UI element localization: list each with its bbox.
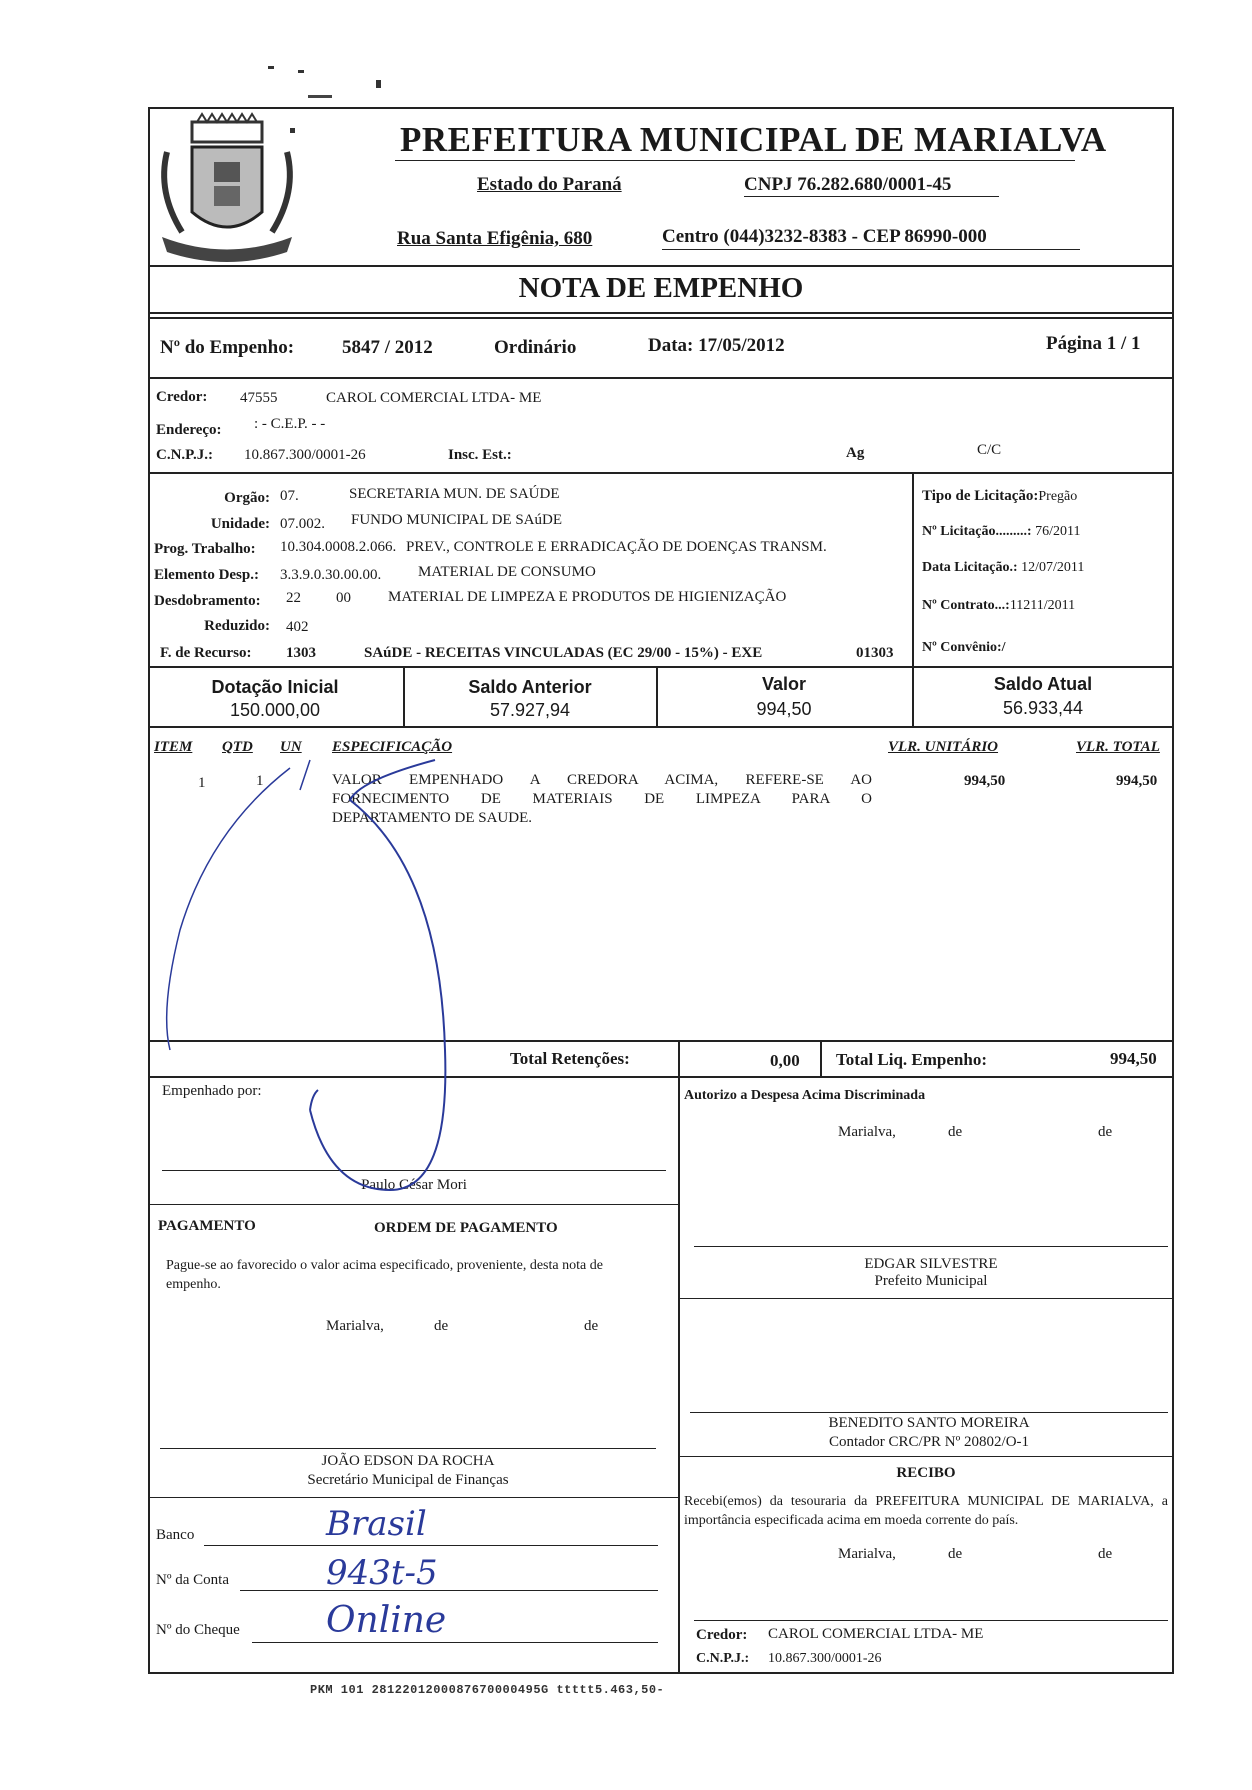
budget-licitacao-separator xyxy=(912,472,914,666)
saldo-atual-label: Saldo Atual xyxy=(993,674,1093,694)
num-licitacao-value: 76/2011 xyxy=(1035,524,1081,539)
recibo-credor-label: Credor: xyxy=(696,1627,748,1643)
recibo-cnpj-label: C.N.P.J.: xyxy=(696,1651,750,1666)
cnpj-underline xyxy=(744,196,999,197)
reduzido-value: 402 xyxy=(286,619,309,635)
num-licitacao-label xyxy=(922,524,1080,540)
address-value: : - C.E.P. - - xyxy=(254,416,326,432)
credor-label: Credor: xyxy=(156,389,208,405)
conta-handwritten: 943t-5 xyxy=(326,1553,438,1593)
autorizo-de-2: de xyxy=(1098,1124,1113,1140)
data-licitacao-label xyxy=(922,560,1084,576)
totals-divider xyxy=(148,1076,1174,1078)
recibo-credor-value: CAROL COMERCIAL LTDA- ME xyxy=(768,1626,984,1642)
ordem-pagamento-label: ORDEM DE PAGAMENTO xyxy=(374,1220,558,1236)
totals-sep-2 xyxy=(820,1040,822,1076)
orgao-name: SECRETARIA MUN. DE SAÚDE xyxy=(349,486,560,502)
prefeito-role: Prefeito Municipal xyxy=(874,1273,988,1289)
orgao-code: 07. xyxy=(280,488,299,504)
retencoes-value: 0,00 xyxy=(770,1051,800,1070)
prefeito-name: EDGAR SILVESTRE xyxy=(864,1256,998,1272)
total-liq-label: Total Liq. Empenho: xyxy=(836,1050,987,1069)
title-divider-top xyxy=(148,312,1174,314)
insc-est-label: Insc. Est.: xyxy=(448,447,512,463)
recurso-name: SAúDE - RECEITAS VINCULADAS (EC 29/00 - 15%) - EXE xyxy=(364,645,763,661)
credor-name: CAROL COMERCIAL LTDA- ME xyxy=(326,390,542,406)
data-licitacao-text: Data Licitação.: xyxy=(922,560,1018,575)
scan-speck xyxy=(376,80,381,88)
col-qtd-header: QTD xyxy=(222,739,253,755)
secretario-role: Secretário Municipal de Finanças xyxy=(307,1472,509,1488)
prefeitura-title: PREFEITURA MUNICIPAL DE MARIALVA xyxy=(400,120,1107,159)
desdobramento-code: 22 xyxy=(286,590,301,606)
page-number: Página 1 / 1 xyxy=(1046,333,1141,354)
autorizo-city: Marialva, xyxy=(838,1124,896,1140)
secretario-name: JOÃO EDSON DA ROCHA xyxy=(321,1453,495,1469)
recurso-code: 1303 xyxy=(286,645,316,661)
valor-label: Valor xyxy=(761,674,807,694)
address-label: Endereço: xyxy=(156,422,222,438)
ordem-text: Pague-se ao favorecido o valor acima especificado, proveniente, desta nota de empenho. xyxy=(166,1258,603,1292)
pagamento-city: Marialva, xyxy=(326,1318,384,1334)
saldo-anterior-value: 57.927,94 xyxy=(489,700,571,720)
banco-line xyxy=(204,1545,658,1546)
unidade-name: FUNDO MUNICIPAL DE SAúDE xyxy=(351,512,562,528)
empenho-number: 5847 / 2012 xyxy=(342,337,433,358)
empenhado-divider xyxy=(148,1204,678,1205)
contador-name: BENEDITO SANTO MOREIRA xyxy=(828,1415,1030,1431)
cnpj-label: CNPJ 76.282.680/0001-45 xyxy=(744,174,952,195)
valor-value: 994,50 xyxy=(756,699,812,719)
tipo-licitacao-text: Tipo de Licitação: xyxy=(922,488,1039,504)
prefeito-divider xyxy=(678,1298,1174,1299)
dotacao-label: Dotação Inicial xyxy=(211,677,339,697)
row-spec-line1: VALOR EMPENHADO A CREDORA ACIMA, REFERE-SE AO xyxy=(332,772,872,788)
col-spec-header: ESPECIFICAÇÃO xyxy=(332,739,453,755)
saldo-atual-value: 56.933,44 xyxy=(1002,698,1084,718)
conta-label: Nº da Conta xyxy=(156,1572,229,1588)
recibo-signature-line xyxy=(694,1620,1168,1621)
elemento-desp-label: Elemento Desp.: xyxy=(154,567,259,583)
cheque-label: Nº do Cheque xyxy=(156,1622,240,1638)
recurso-code2: 01303 xyxy=(856,645,894,661)
retencoes-label: Total Retenções: xyxy=(510,1049,630,1068)
desdobramento-name: MATERIAL DE LIMPEZA E PRODUTOS DE HIGIENIZAÇÃO xyxy=(388,589,787,605)
pagamento-de-2: de xyxy=(584,1318,599,1334)
desdobramento-label: Desdobramento: xyxy=(154,593,261,609)
recibo-de-2: de xyxy=(1098,1546,1113,1562)
prog-trabalho-code: 10.304.0008.2.066. xyxy=(280,539,397,555)
num-licitacao-text: Nº Licitação.........: xyxy=(922,524,1032,539)
contador-signature-line xyxy=(690,1412,1168,1413)
header-divider xyxy=(148,265,1174,267)
conta-line xyxy=(240,1590,658,1591)
empenho-type: Ordinário xyxy=(494,337,577,358)
tipo-licitacao-value: Pregão xyxy=(1038,489,1078,504)
dotacao-value: 150.000,00 xyxy=(229,700,321,720)
empenho-divider xyxy=(148,377,1174,379)
empenho-date: Data: 17/05/2012 xyxy=(648,335,785,356)
account-label: C/C xyxy=(977,442,1002,458)
contrato-text: Nº Contrato...: xyxy=(922,598,1010,613)
recibo-title: RECIBO xyxy=(896,1465,956,1481)
orgao-label: Orgão: xyxy=(224,490,270,506)
scan-speck xyxy=(268,66,274,69)
data-licitacao-value: 12/07/2011 xyxy=(1021,560,1085,575)
agency-label: Ag xyxy=(846,445,865,461)
contrato-label xyxy=(922,598,1075,614)
recibo-text: Recebi(emos) da tesouraria da PREFEITURA MUNICIPAL DE MARIALVA, a importância especificada acima em moeda corrente do país. xyxy=(684,1494,1168,1528)
credor-code: 47555 xyxy=(240,390,278,406)
col-item-header: ITEM xyxy=(154,739,193,755)
prog-trabalho-label: Prog. Trabalho: xyxy=(154,541,256,557)
tipo-licitacao-label xyxy=(922,488,1077,505)
row-qtd: 1 xyxy=(256,773,264,789)
autorizo-label: Autorizo a Despesa Acima Discriminada xyxy=(684,1088,926,1103)
scan-speck xyxy=(298,70,304,73)
state-label: Estado do Paraná xyxy=(477,174,622,195)
banco-handwritten: Brasil xyxy=(326,1504,427,1544)
center-phone-cep: Centro (044)3232-8383 - CEP 86990-000 xyxy=(662,226,987,247)
prog-trabalho-name: PREV., CONTROLE E ERRADICAÇÃO DE DOENÇAS TRANSM. xyxy=(406,539,827,555)
desdobramento-code2: 00 xyxy=(336,590,351,606)
title-underline xyxy=(395,160,1075,161)
secretario-divider xyxy=(148,1497,678,1498)
empenho-number-label: Nº do Empenho: xyxy=(160,337,295,358)
convenio-label: Nº Convênio:/ xyxy=(922,640,1006,655)
unidade-label: Unidade: xyxy=(210,516,270,532)
unidade-code: 07.002. xyxy=(280,516,325,532)
items-divider xyxy=(148,1040,1174,1042)
scan-speck xyxy=(308,95,332,98)
row-unit-value: 994,50 xyxy=(964,773,1006,789)
credor-divider xyxy=(148,472,1174,474)
empenhado-label: Empenhado por: xyxy=(162,1083,262,1099)
recibo-de-1: de xyxy=(948,1546,963,1562)
row-total-value: 994,50 xyxy=(1116,773,1158,789)
row-spec-line3: DEPARTAMENTO DE SAUDE. xyxy=(332,810,532,826)
footer-code: PKM 101 2812201200087670000495G ttttt5.463,50- xyxy=(310,1683,665,1697)
recurso-label: F. de Recurso: xyxy=(160,645,252,661)
balance-divider xyxy=(148,726,1174,728)
prefeito-signature-line xyxy=(694,1246,1168,1247)
elemento-desp-code: 3.3.9.0.30.00.00. xyxy=(280,567,382,583)
reduzido-label: Reduzido: xyxy=(204,618,270,634)
autorizo-de-1: de xyxy=(948,1124,963,1140)
col-unit-header: VLR. UNITÁRIO xyxy=(888,739,999,755)
lower-separator xyxy=(678,1076,680,1673)
col-un-header: UN xyxy=(280,739,302,755)
saldo-anterior-label: Saldo Anterior xyxy=(468,677,592,697)
budget-divider xyxy=(148,666,1174,668)
contador-divider xyxy=(678,1456,1174,1457)
elemento-desp-name: MATERIAL DE CONSUMO xyxy=(418,564,596,580)
title-divider-bottom xyxy=(148,317,1174,319)
street-address: Rua Santa Efigênia, 680 xyxy=(397,228,593,249)
cheque-line xyxy=(252,1642,658,1643)
recibo-city: Marialva, xyxy=(838,1546,896,1562)
document-title: NOTA DE EMPENHO xyxy=(518,272,804,304)
pagamento-de-1: de xyxy=(434,1318,449,1334)
row-item: 1 xyxy=(198,775,206,791)
secretario-signature-line xyxy=(160,1448,656,1449)
totals-sep-1 xyxy=(678,1040,680,1076)
row-spec-line2: FORNECIMENTO DE MATERIAIS DE LIMPEZA PARA O xyxy=(332,791,872,807)
municipal-crest-icon xyxy=(152,112,302,272)
pagamento-label: PAGAMENTO xyxy=(158,1218,256,1234)
total-liq-value: 994,50 xyxy=(1110,1049,1157,1068)
empenhado-name: Paulo César Mori xyxy=(361,1177,467,1193)
col-total-header: VLR. TOTAL xyxy=(1076,739,1160,755)
contrato-value: 11211/2011 xyxy=(1009,598,1076,613)
address-underline xyxy=(662,249,1080,250)
credor-cnpj-label: C.N.P.J.: xyxy=(156,447,213,463)
recibo-cnpj-value: 10.867.300/0001-26 xyxy=(768,1651,882,1666)
banco-label: Banco xyxy=(156,1527,195,1543)
credor-cnpj-value: 10.867.300/0001-26 xyxy=(244,447,366,463)
cheque-handwritten: Online xyxy=(326,1600,447,1641)
contador-role: Contador CRC/PR Nº 20802/O-1 xyxy=(828,1434,1030,1450)
empenhado-signature-line xyxy=(162,1170,666,1171)
